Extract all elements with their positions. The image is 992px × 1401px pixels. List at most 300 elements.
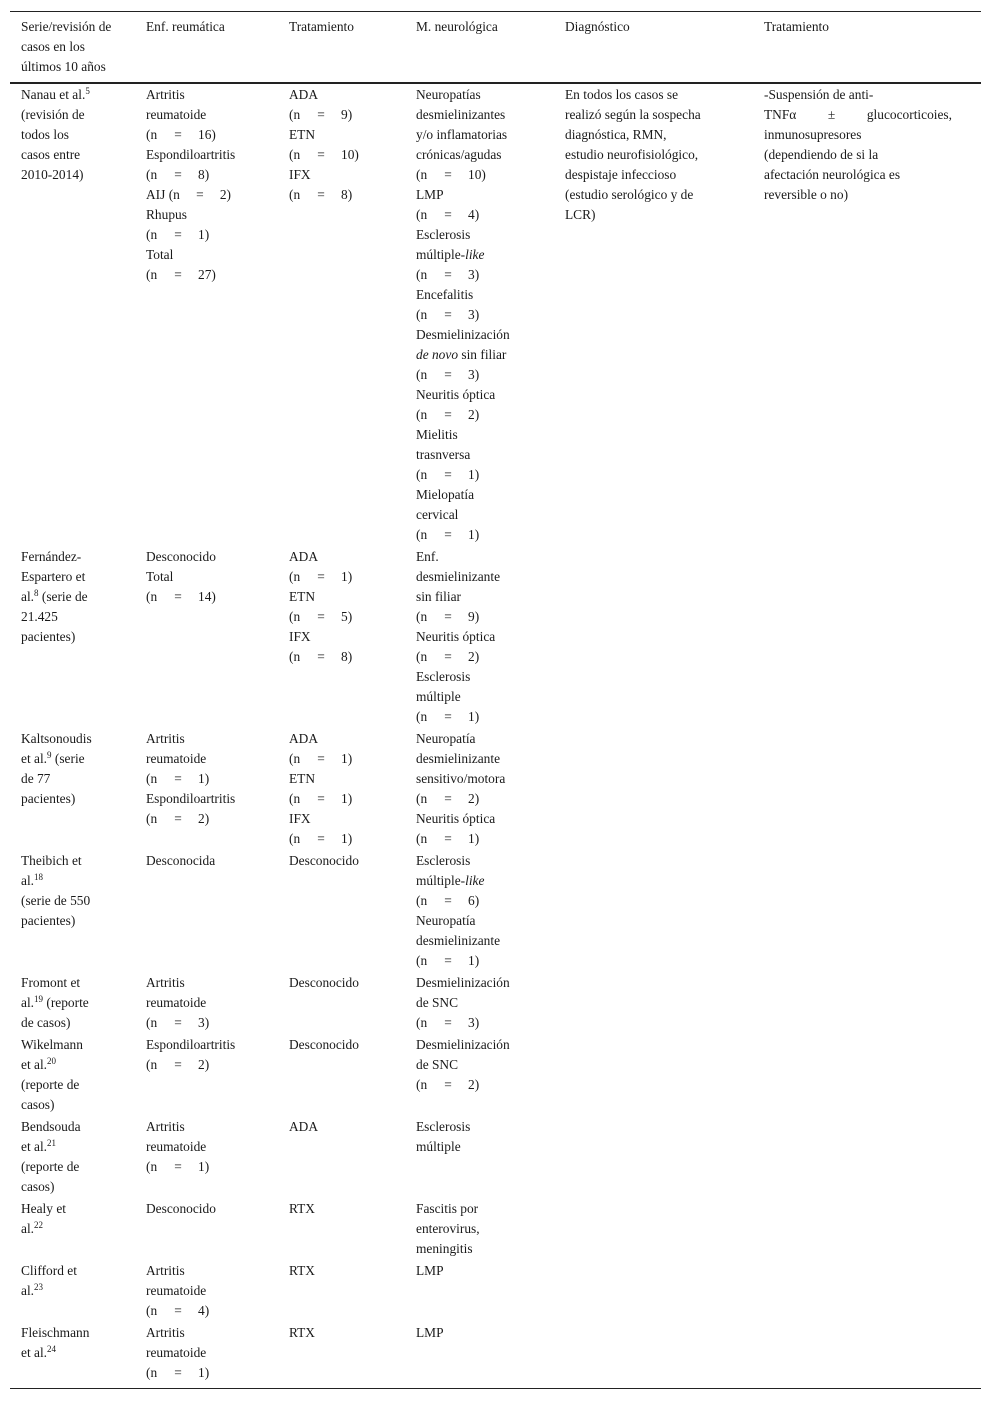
neuro-text: LMP: [416, 1263, 444, 1278]
rheum-cell: [146, 1323, 281, 1383]
series-text: casos): [21, 1179, 55, 1194]
count-prefix: (n: [416, 1077, 428, 1092]
count-prefix: (n: [416, 893, 428, 908]
count-prefix: (n: [146, 127, 158, 142]
count-value: 16: [198, 127, 212, 142]
count-value: 9: [341, 107, 348, 122]
count-value: 1: [198, 1365, 205, 1380]
series-text: de 77: [21, 771, 51, 786]
series-cell: [21, 1261, 139, 1301]
count-close: ): [474, 1077, 480, 1092]
count-prefix: (n: [146, 267, 158, 282]
rheum-text: Artritis: [146, 975, 185, 990]
series-text: (serie de: [38, 589, 88, 604]
neuro-text: LMP: [416, 1325, 444, 1340]
count: [289, 607, 407, 627]
rheum-text: Artritis: [146, 1263, 185, 1278]
neuro-text: desmielinizante: [416, 751, 501, 766]
rheum-cell: [146, 547, 281, 607]
count-prefix: (n: [146, 1057, 158, 1072]
treatment2-text: afectación neurológica es: [764, 167, 901, 182]
count-close: ): [481, 167, 486, 182]
neuro-cell: [416, 851, 558, 971]
count-close: ): [474, 407, 480, 422]
count: [416, 265, 558, 285]
count-value: 6: [468, 893, 475, 908]
count-close: ): [204, 1303, 210, 1318]
count-value: 1: [468, 467, 475, 482]
treatment2-text: reversible o no): [764, 187, 849, 202]
neuro-text: sensitivo/motora: [416, 771, 506, 786]
neuro-text: desmielinizantes: [416, 107, 506, 122]
rheum-cell: [146, 1261, 281, 1321]
header-treatment: [289, 17, 407, 37]
count-prefix: (n: [416, 467, 428, 482]
count: [289, 749, 407, 769]
series-cell: [21, 729, 139, 809]
neuro-text: Mielopatía: [416, 487, 475, 502]
count-close: ): [347, 751, 353, 766]
count: [416, 707, 558, 727]
count-value: 8: [198, 167, 205, 182]
neuro-text: Neuritis óptica: [416, 387, 496, 402]
count-close: ): [347, 187, 353, 202]
series-text: (serie de 550: [21, 893, 91, 908]
series-text: pacientes): [21, 913, 76, 928]
count: [146, 265, 281, 285]
count-close: ): [474, 649, 480, 664]
neuro-text: Mielitis: [416, 427, 458, 442]
header-treatment2: [764, 17, 974, 37]
count-prefix: (n: [416, 791, 428, 806]
treatment-cell: [289, 1323, 407, 1343]
neuro-text: de SNC: [416, 1057, 459, 1072]
count-prefix: (n: [146, 1303, 158, 1318]
neuro-cell: [416, 1199, 558, 1259]
count: [146, 125, 281, 145]
count-close: ): [347, 569, 353, 584]
count-eq: =: [444, 1015, 452, 1030]
rheum-text: reumatoide: [146, 1283, 207, 1298]
count: [416, 1075, 558, 1095]
count-eq: =: [317, 147, 325, 162]
neuro-text: de SNC: [416, 995, 459, 1010]
count-close: ): [211, 127, 216, 142]
count: [289, 789, 407, 809]
count: [146, 1013, 281, 1033]
count-prefix: (n: [289, 107, 301, 122]
rheum-text: Espondiloartritis: [146, 1037, 236, 1052]
count-value: 3: [468, 367, 475, 382]
neuro-text: múltiple: [416, 1139, 461, 1154]
count-eq: =: [174, 127, 182, 142]
rheum-text: AIJ (n: [146, 187, 180, 202]
count-close: ): [204, 771, 210, 786]
series-text: Wikelmann: [21, 1037, 83, 1052]
diagnosis-text: estudio neurofisiológico,: [565, 147, 699, 162]
series-text: Clifford et: [21, 1263, 77, 1278]
series-text: todos los: [21, 127, 69, 142]
treatment-text: ADA: [289, 731, 319, 746]
diagnosis-text: (estudio serológico y de: [565, 187, 694, 202]
count-prefix: (n: [416, 527, 428, 542]
neuro-text: crónicas/agudas: [416, 147, 502, 162]
treatment2-cell: [764, 85, 974, 205]
count-value: 1: [341, 831, 348, 846]
count: [289, 105, 407, 125]
count-prefix: (n: [416, 709, 428, 724]
count-value: 1: [341, 751, 348, 766]
rheum-text: reumatoide: [146, 1345, 207, 1360]
treatment-cell: [289, 973, 407, 993]
rheum-text: Rhupus: [146, 207, 187, 222]
count-close: ): [354, 147, 359, 162]
reference-number: 19: [34, 994, 44, 1004]
count-close: ): [347, 649, 353, 664]
count-prefix: (n: [416, 207, 428, 222]
neuro-italic: like: [465, 873, 485, 888]
diagnosis-text: LCR): [565, 207, 596, 222]
reference-number: 24: [47, 1344, 57, 1354]
count-eq: =: [444, 407, 452, 422]
count-value: 1: [468, 831, 475, 846]
count: [416, 365, 558, 385]
count: [416, 405, 558, 425]
count-prefix: (n: [416, 649, 428, 664]
reference-number: 8: [34, 588, 39, 598]
count-prefix: (n: [146, 589, 158, 604]
count: [146, 1157, 281, 1177]
count-eq: =: [317, 751, 325, 766]
neuro-text: Desmielinización: [416, 1037, 510, 1052]
series-text: (reporte de: [21, 1159, 80, 1174]
treatment-text: Desconocido: [289, 975, 359, 990]
neuro-text: Neuritis óptica: [416, 811, 496, 826]
count: [416, 647, 558, 667]
diagnosis-cell: [565, 85, 755, 225]
series-text: al.: [21, 995, 35, 1010]
rheum-text: reumatoide: [146, 751, 207, 766]
series-cell: [21, 85, 139, 185]
count-value: 2: [468, 791, 475, 806]
count: [146, 1363, 281, 1383]
count-prefix: (n: [289, 147, 301, 162]
count-eq: =: [317, 187, 325, 202]
series-text: 21.425: [21, 609, 58, 624]
count-eq: =: [174, 1303, 182, 1318]
series-text: et al.: [21, 1139, 48, 1154]
series-text: Espartero et: [21, 569, 86, 584]
count-eq: =: [317, 107, 325, 122]
neuro-text: trasnversa: [416, 447, 471, 462]
count-eq: =: [174, 589, 182, 604]
series-cell: [21, 973, 139, 1033]
count: [416, 465, 558, 485]
series-text: pacientes): [21, 791, 76, 806]
count-eq: =: [174, 771, 182, 786]
rheum-text: reumatoide: [146, 107, 207, 122]
series-text: de casos): [21, 1015, 71, 1030]
neuro-line: [416, 345, 558, 365]
count-close: ): [204, 1159, 210, 1174]
count-close: ): [474, 953, 480, 968]
neuro-text: Encefalitis: [416, 287, 474, 302]
neuro-text: Esclerosis: [416, 669, 471, 684]
count: [289, 567, 407, 587]
neuro-text: LMP: [416, 187, 444, 202]
count: [289, 185, 407, 205]
count-close: ): [474, 527, 480, 542]
count-prefix: (n: [289, 751, 301, 766]
count-value: 2: [468, 649, 475, 664]
count-value: 4: [468, 207, 475, 222]
reference-number: 21: [47, 1138, 57, 1148]
series-line: [21, 871, 139, 891]
rheum-text: Desconocido: [146, 1201, 216, 1216]
count: [146, 769, 281, 789]
treatment-text: IFX: [289, 167, 311, 182]
neuro-cell: [416, 1035, 558, 1095]
count-close: ): [474, 267, 480, 282]
rheum-text: Total: [146, 569, 174, 584]
count-value: 27: [198, 267, 212, 282]
count: [416, 165, 558, 185]
neuro-text: Neuropatía: [416, 731, 476, 746]
count-prefix: (n: [416, 167, 428, 182]
header-series-line: Serie/revisión de: [21, 19, 112, 34]
treatment-text: ADA: [289, 87, 319, 102]
count-value: 1: [198, 771, 205, 786]
count-close: ): [474, 831, 480, 846]
count-prefix: (n: [289, 649, 301, 664]
rheum-cell: [146, 85, 281, 285]
series-text: Fleischmann: [21, 1325, 90, 1340]
count-aij: [146, 185, 281, 205]
neuro-cell: [416, 973, 558, 1033]
series-text: 2010-2014): [21, 167, 84, 182]
count: [416, 891, 558, 911]
series-text: pacientes): [21, 629, 76, 644]
count-value: 10: [468, 167, 482, 182]
count-eq: =: [317, 791, 325, 806]
treatment-cell: [289, 85, 407, 205]
count-prefix: (n: [146, 1159, 158, 1174]
count-prefix: (n: [146, 771, 158, 786]
header-series: [21, 17, 139, 77]
count-close: ): [474, 367, 480, 382]
count-eq: =: [444, 791, 452, 806]
count-value: 2: [468, 407, 475, 422]
count-close: ): [226, 187, 232, 202]
neuro-text: múltiple-: [416, 247, 466, 262]
count-prefix: (n: [416, 307, 428, 322]
reference-number: 9: [47, 750, 52, 760]
treatment-text: ETN: [289, 771, 316, 786]
count-eq: =: [174, 227, 182, 242]
rheum-text: Espondiloartritis: [146, 147, 236, 162]
count-value: 4: [198, 1303, 205, 1318]
count-close: ): [474, 609, 480, 624]
count-prefix: (n: [416, 267, 428, 282]
table-top-rule: [10, 11, 981, 12]
treatment-cell: [289, 547, 407, 667]
treatment2-text: inmunosupresores: [764, 127, 862, 142]
count-close: ): [204, 1015, 210, 1030]
neuro-text: y/o inflamatorias: [416, 127, 508, 142]
count-close: ): [347, 609, 353, 624]
count-close: ): [474, 1015, 480, 1030]
treatment-text: Desconocido: [289, 853, 359, 868]
count-value: 1: [341, 791, 348, 806]
count-close: ): [204, 811, 210, 826]
count-prefix: (n: [146, 811, 158, 826]
count-prefix: (n: [289, 831, 301, 846]
series-text: al.: [21, 873, 35, 888]
count: [416, 789, 558, 809]
header-series-line: casos en los: [21, 39, 85, 54]
header-diagnosis-label: Diagnóstico: [565, 19, 630, 34]
neuro-text: Esclerosis: [416, 227, 471, 242]
count: [416, 1013, 558, 1033]
count-value: 9: [468, 609, 475, 624]
count-close: ): [474, 207, 480, 222]
series-text: Fromont et: [21, 975, 81, 990]
series-text: et al.: [21, 751, 48, 766]
count-value: 2: [198, 811, 205, 826]
rheum-text: reumatoide: [146, 995, 207, 1010]
neuro-cell: [416, 1323, 558, 1343]
count-value: 1: [198, 1159, 205, 1174]
treatment-text: IFX: [289, 811, 311, 826]
count-eq: =: [174, 167, 182, 182]
treatment2-text: -Suspensión de anti-: [764, 87, 874, 102]
count: [289, 647, 407, 667]
count-close: ): [474, 467, 480, 482]
series-line: [21, 1219, 139, 1239]
count-eq: =: [444, 649, 452, 664]
neuro-text: enterovirus,: [416, 1221, 480, 1236]
count-prefix: (n: [146, 1365, 158, 1380]
header-rheum-label: Enf. reumática: [146, 19, 225, 34]
header-series-line: últimos 10 años: [21, 59, 106, 74]
count-eq: =: [444, 527, 452, 542]
count: [289, 829, 407, 849]
series-text: Nanau et al.: [21, 87, 86, 102]
treatment-text: RTX: [289, 1325, 315, 1340]
count-prefix: (n: [289, 791, 301, 806]
count-prefix: (n: [416, 407, 428, 422]
neuro-text: Enf.: [416, 549, 439, 564]
count: [146, 587, 281, 607]
count-prefix: (n: [416, 609, 428, 624]
neuro-cell: [416, 729, 558, 849]
series-line: [21, 1055, 139, 1075]
count: [416, 829, 558, 849]
count-eq: =: [444, 267, 452, 282]
neuro-text: Desmielinización: [416, 327, 510, 342]
treatment2-text: (dependiendo de si la: [764, 147, 879, 162]
neuro-text: múltiple-: [416, 873, 466, 888]
reference-number: 23: [34, 1282, 44, 1292]
count-value: 1: [468, 527, 475, 542]
count-value: 8: [341, 649, 348, 664]
series-text: (serie: [51, 751, 85, 766]
rheum-cell: [146, 851, 281, 871]
count-eq: =: [444, 893, 452, 908]
neuro-text: desmielinizante: [416, 569, 501, 584]
rheum-cell: [146, 729, 281, 829]
treatment2-text: ±: [827, 107, 836, 122]
rheum-text: Artritis: [146, 87, 185, 102]
count-eq: =: [196, 187, 204, 202]
count-eq: =: [174, 1365, 182, 1380]
count-close: ): [474, 709, 480, 724]
treatment-text: ADA: [289, 1119, 319, 1134]
neuro-cell: [416, 1117, 558, 1157]
series-text: (reporte: [43, 995, 89, 1010]
neuro-cell: [416, 1261, 558, 1281]
neuro-text: meningitis: [416, 1241, 473, 1256]
header-treatment2-label: Tratamiento: [764, 19, 829, 34]
treatment-cell: [289, 729, 407, 849]
count: [289, 145, 407, 165]
count: [146, 225, 281, 245]
treatment-text: RTX: [289, 1201, 315, 1216]
neuro-text: Esclerosis: [416, 1119, 471, 1134]
count-eq: =: [444, 367, 452, 382]
neuro-text: Desmielinización: [416, 975, 510, 990]
count-eq: =: [174, 267, 182, 282]
treatment-text: ETN: [289, 589, 316, 604]
treatment-text: Desconocido: [289, 1037, 359, 1052]
series-text: al.: [21, 1283, 35, 1298]
count-value: 2: [219, 187, 227, 202]
series-cell: [21, 851, 139, 931]
count-eq: =: [317, 609, 325, 624]
series-line: [21, 1137, 139, 1157]
count-prefix: (n: [289, 569, 301, 584]
count-value: 8: [341, 187, 348, 202]
neuro-text: Esclerosis: [416, 853, 471, 868]
header-neuro: [416, 17, 558, 37]
count-close: ): [347, 791, 353, 806]
count-close: ): [211, 589, 216, 604]
count-eq: =: [444, 467, 452, 482]
treatment-text: ADA: [289, 549, 319, 564]
count: [416, 305, 558, 325]
count-prefix: (n: [416, 953, 428, 968]
diagnosis-text: En todos los casos se: [565, 87, 679, 102]
count-close: ): [474, 791, 480, 806]
reference-number: 5: [85, 86, 90, 96]
series-text: Fernández-: [21, 549, 82, 564]
count: [146, 1055, 281, 1075]
count: [146, 809, 281, 829]
rheum-text: Desconocida: [146, 853, 216, 868]
neuro-cell: [416, 85, 558, 545]
series-cell: [21, 1199, 139, 1239]
series-line: [21, 749, 139, 769]
count-prefix: (n: [416, 1015, 428, 1030]
count-value: 14: [198, 589, 212, 604]
rheum-cell: [146, 1117, 281, 1177]
count-value: 1: [468, 709, 475, 724]
diagnosis-text: despistaje infeccioso: [565, 167, 677, 182]
rheum-cell: [146, 1035, 281, 1075]
series-text: Kaltsonoudis: [21, 731, 92, 746]
count-close: ): [204, 227, 210, 242]
series-text: Bendsouda: [21, 1119, 81, 1134]
